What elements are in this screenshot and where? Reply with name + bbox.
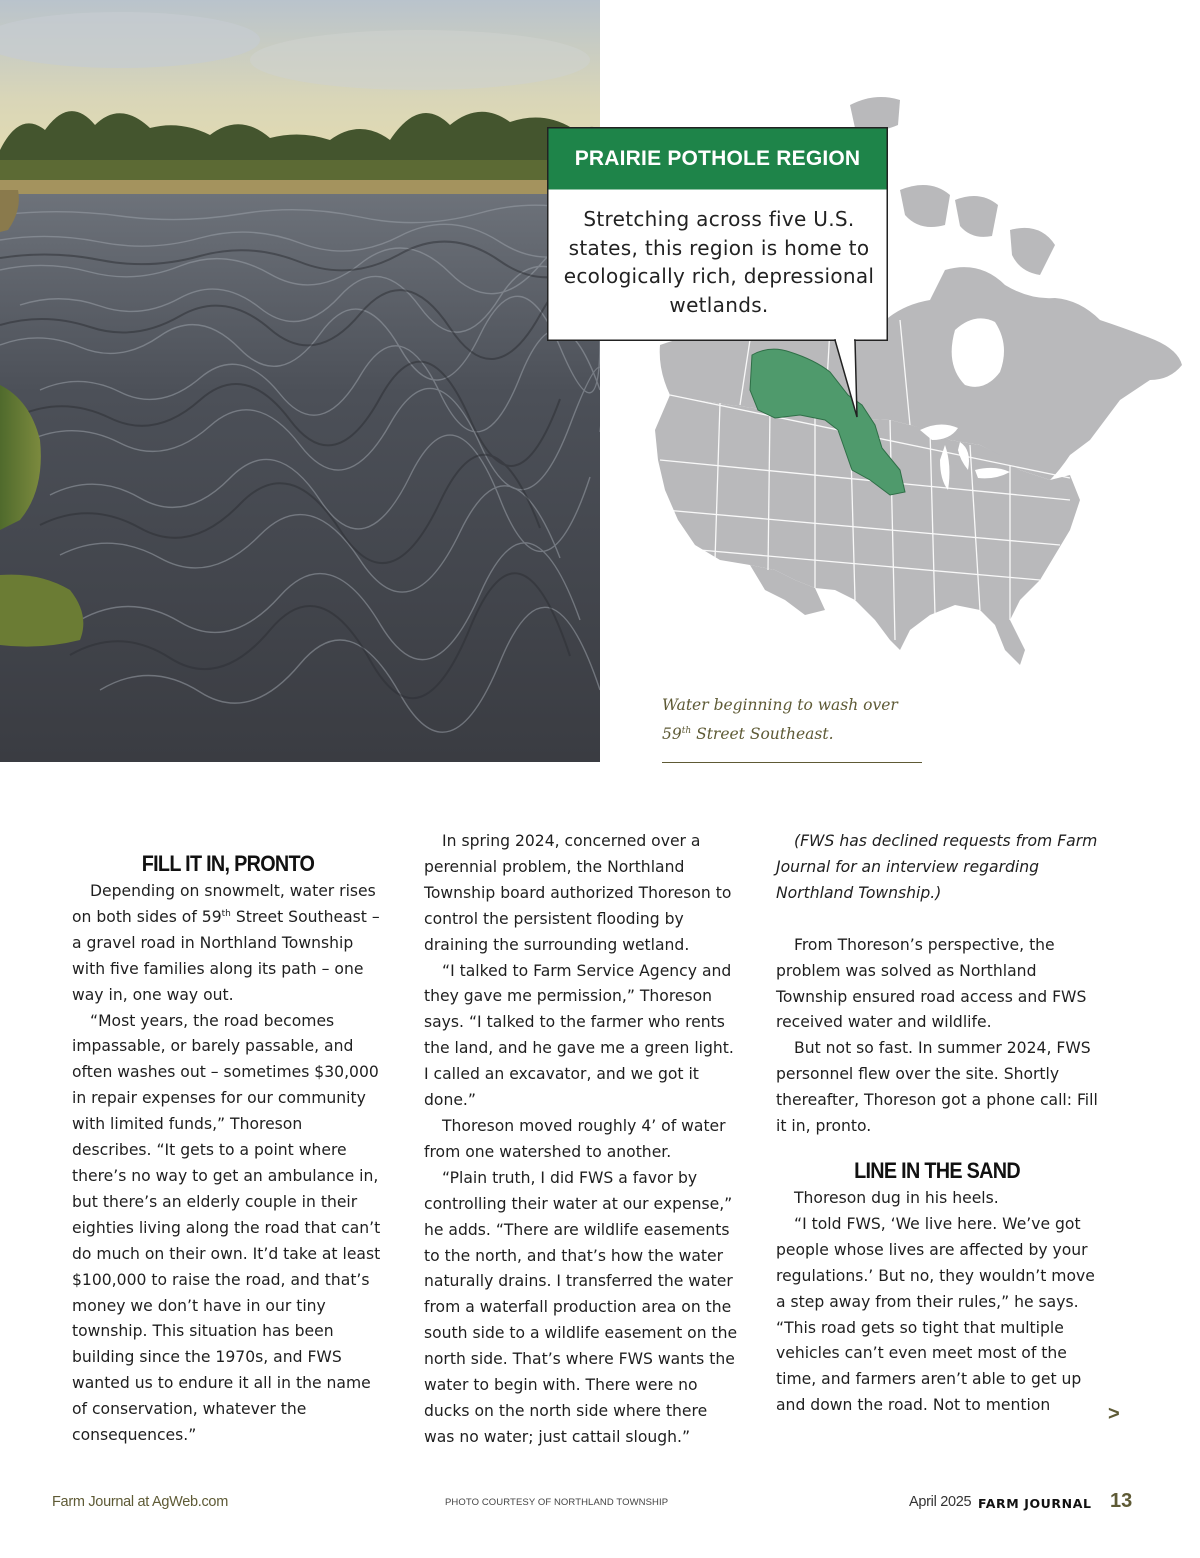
article-column-2	[424, 829, 742, 1451]
caption-num: 59	[662, 725, 682, 744]
section-heading-line-in-the-sand: LINE IN THE SAND	[854, 1157, 1020, 1183]
paragraph-7-fws-note: (FWS has declined requests from Farm Journal for an interview regarding Northland Township.)	[776, 832, 1098, 902]
caption-rule	[662, 762, 922, 763]
caption-sup: th	[681, 726, 692, 736]
caption-rest: Street Southeast.	[691, 725, 834, 744]
section-heading-fill-it-in: FILL IT IN, PRONTO	[141, 851, 315, 876]
paragraph-8: From Thoreson’s perspective, the problem was solved as Northland Township ensured road access and FWS received water and wildlife.	[776, 935, 1087, 1032]
continue-arrow-icon[interactable]: >	[1108, 1403, 1120, 1425]
article-column-1	[72, 849, 384, 1449]
paragraph-10: Thoreson dug in his heels.	[794, 1188, 999, 1207]
paragraph-2: “Most years, the road becomes impassable, or barely passable, and often washes out – sometimes $30,000 in repair expenses for our community with limited funds,” Thoreson describes. “It gets to a point where there’s no way to get an ambulance in, but there’s an elderly couple in their eighties living along the road that can’t do much on their own. It’d take at least $100,000 to raise the road, and that’s money we don’t have in our tiny township. This situation has been building since the 1970s, and FWS wanted us to endure it all in the name of conservation, whatever the consequences.”	[72, 1011, 381, 1445]
paragraph-3: In spring 2024, concerned over a perennial problem, the Northland Township board authorized Thoreson to control the persistent flooding by draining the surrounding wetland.	[424, 832, 732, 954]
caption-line1: Water beginning to wash over	[662, 696, 898, 714]
article-column-3	[776, 829, 1098, 1419]
paragraph-1-sup: th	[221, 908, 231, 919]
footer-brand: FARM JOURNAL	[978, 1496, 1092, 1511]
page-number: 13	[1110, 1490, 1133, 1512]
flood-photo-image	[0, 0, 600, 762]
paragraph-1-part-b: Street Southeast – a gravel road in Northland Township with five families along its path – one way in, one way out.	[72, 907, 380, 1004]
flood-photo	[0, 0, 600, 762]
map-image	[600, 0, 1200, 762]
north-america-map	[600, 0, 1200, 762]
callout-title: PRAIRIE POTHOLE REGION	[574, 147, 861, 170]
paragraph-1	[72, 879, 384, 1009]
photo-credit: PHOTO COURTESY OF NORTHLAND TOWNSHIP	[445, 1497, 669, 1508]
footer-date: April 2025	[909, 1494, 972, 1510]
paragraph-6: “Plain truth, I did FWS a favor by controlling their water at our expense,” he adds. “There are wildlife easements to the north, and that’s how the water naturally drains. I transferred the water from a waterfall production area on the south side to a wildlife easement on the north side. That’s where FWS wants the water to begin with. There were no ducks on the north side where there was no water; just cattail slough.”	[424, 1168, 738, 1446]
paragraph-4: “I talked to Farm Service Agency and they gave me permission,” Thoreson says. “I talked to the farmer who rents the land, and he gave me a green light. I called an excavator, and we got it done.”	[424, 961, 734, 1110]
photo-caption	[662, 692, 932, 747]
paragraph-1-part-a: Depending on snowmelt, water rises on both sides of 59	[72, 882, 376, 926]
callout-body: Stretching across five U.S. states, this region is home to ecologically rich, depressional wetlands.	[563, 207, 875, 317]
footer-site: Farm Journal at AgWeb.com	[52, 1494, 228, 1510]
paragraph-5: Thoreson moved roughly 4’ of water from one watershed to another.	[424, 1116, 726, 1161]
paragraph-11: “I told FWS, ‘We live here. We’ve got people whose lives are affected by your regulations.’ But no, they wouldn’t move a step away from their rules,” he says. “This road gets so tight that multiple vehicles can’t even meet most of the time, and farmers aren’t able to get up and down the road. Not to mention	[776, 1214, 1095, 1415]
paragraph-gap	[776, 907, 1098, 933]
paragraph-9: But not so fast. In summer 2024, FWS personnel flew over the site. Shortly thereafter, Thoreson got a phone call: Fill it in, pronto.	[776, 1039, 1098, 1136]
